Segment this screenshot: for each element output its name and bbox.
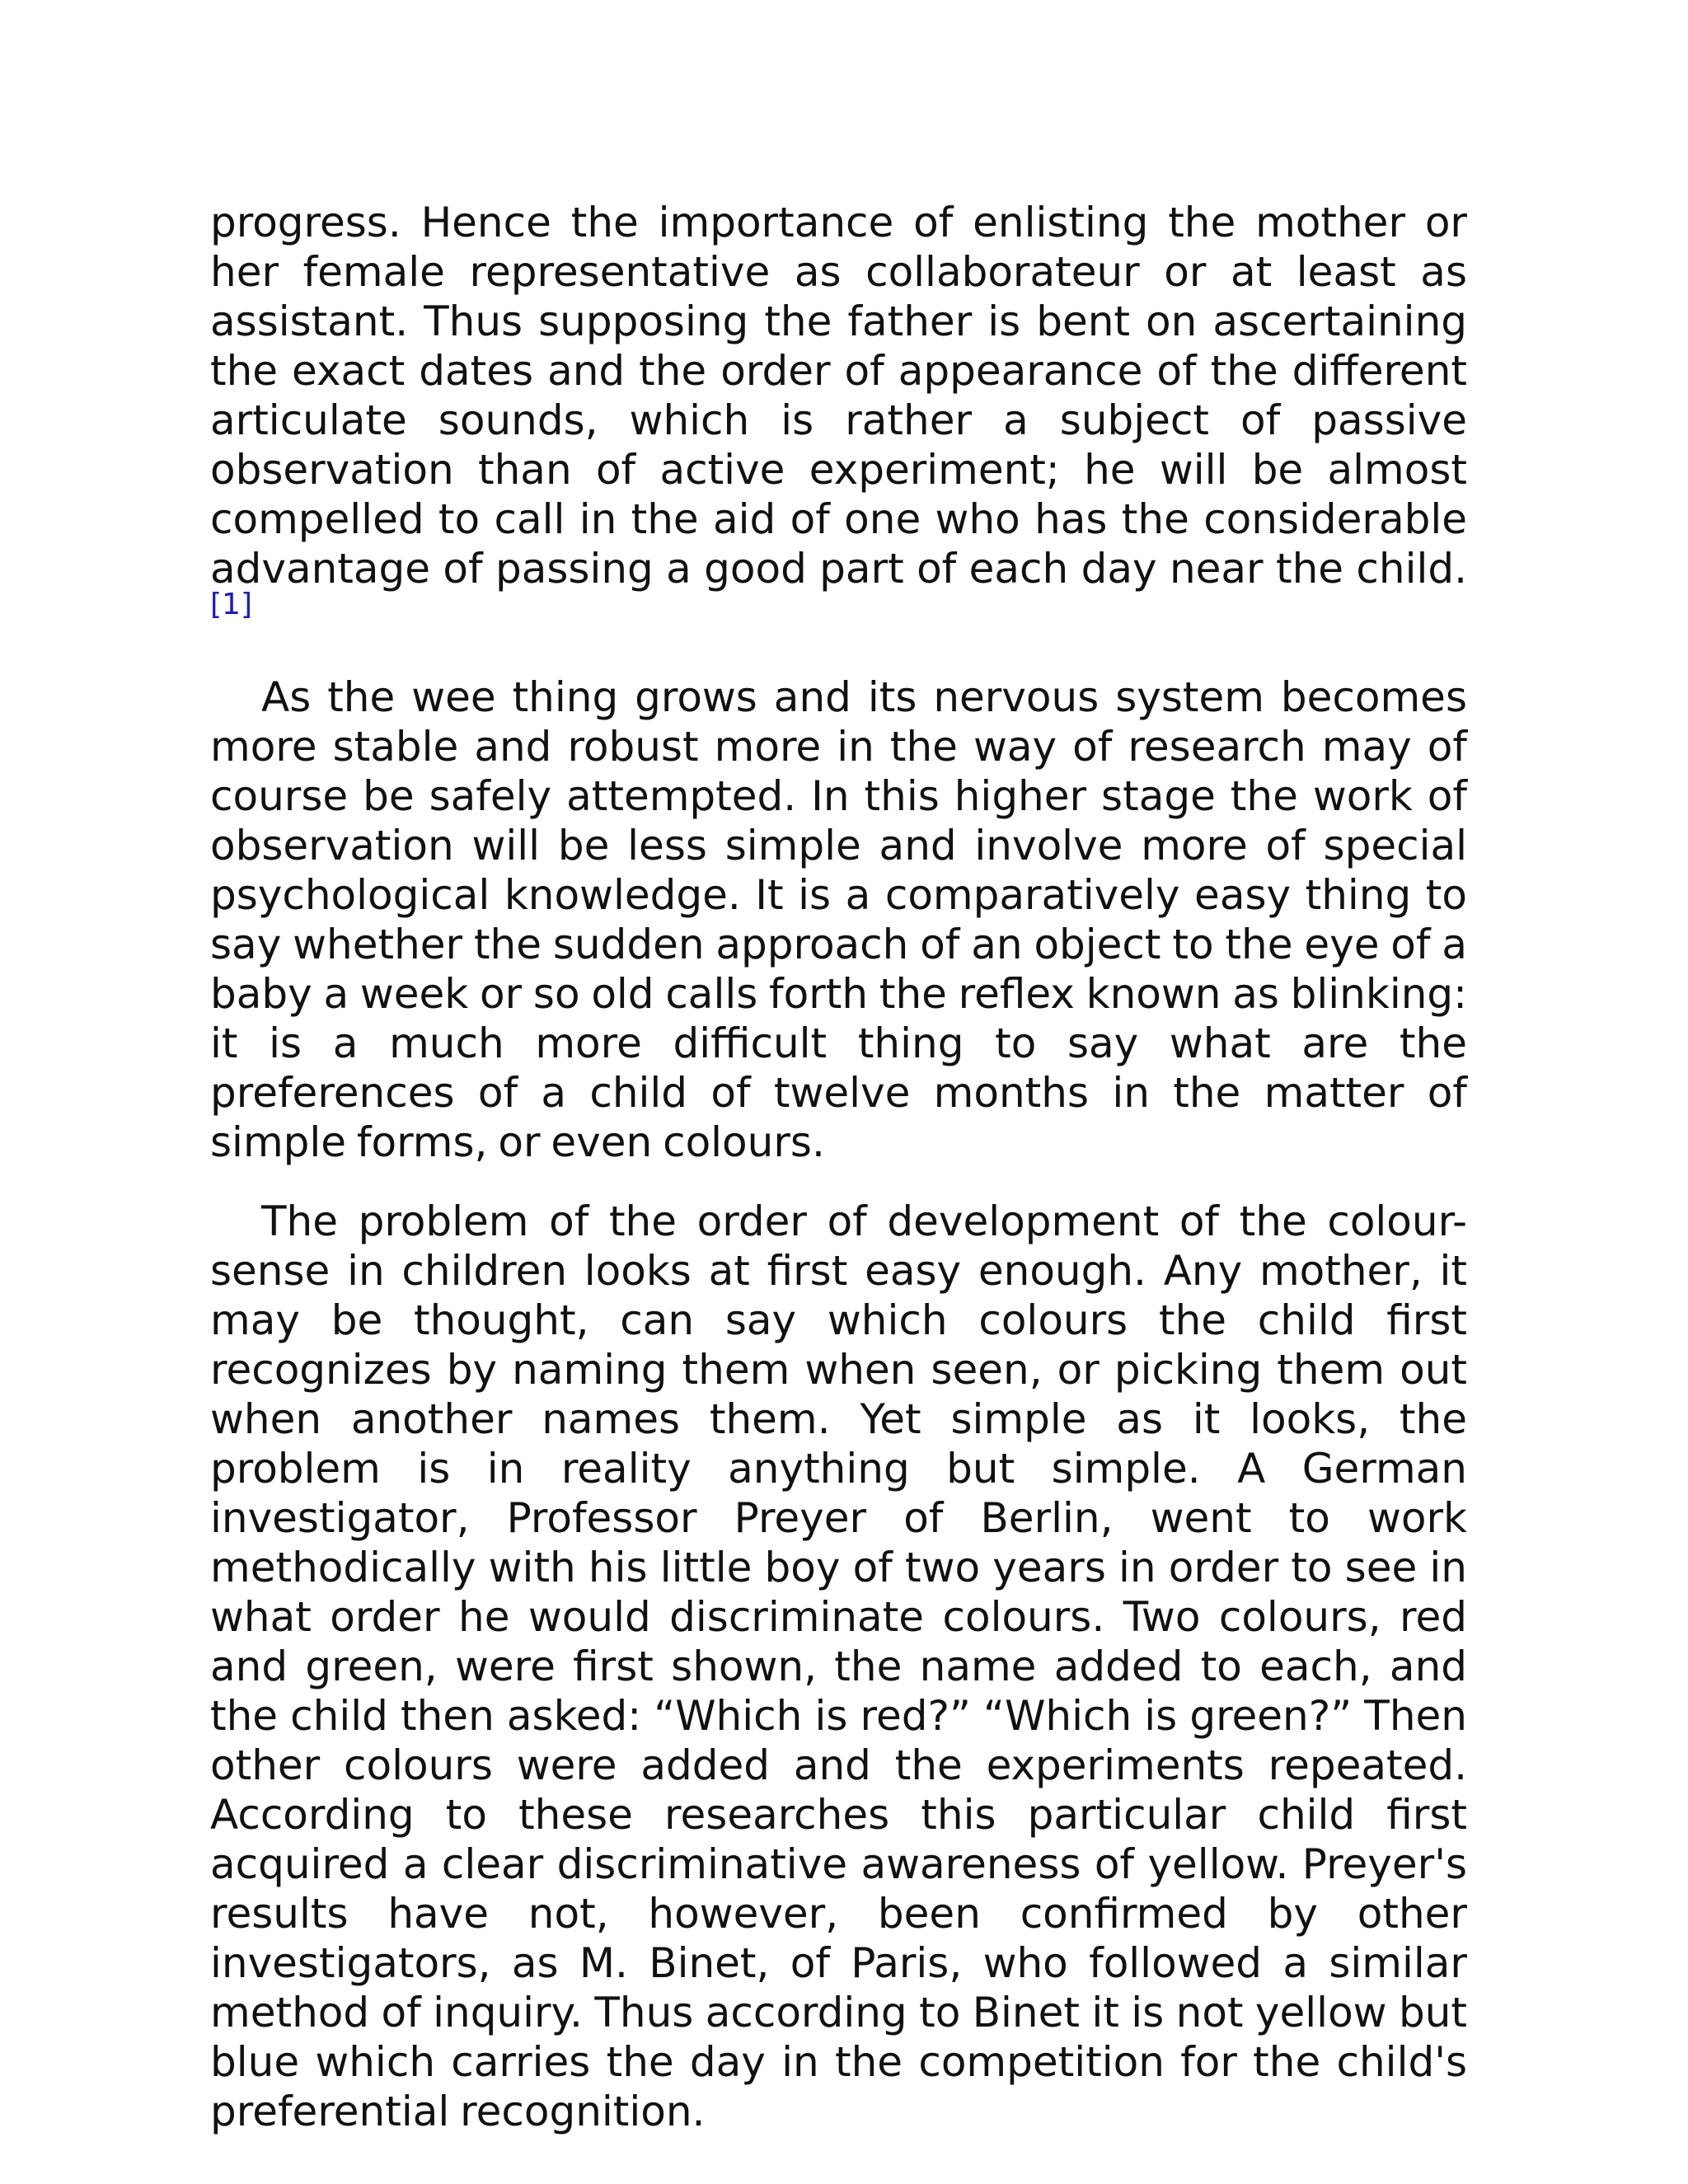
paragraph-1	[210, 198, 1467, 643]
paragraph-2-text: As the wee thing grows and its nervous system becomes more stable and robust more in the way of research may of course be safely attempted. In this higher stage the work of observation will be less simple and involve more of special psychological knowledge. It is a comparatively easy thing to say whether the sudden approach of an object to the eye of a baby a week or so old calls forth the reflex known as blinking: it is a much more difficult thing to say what are the preferences of a child of twelve months in the matter of simple forms, or even colours.	[210, 673, 1467, 1166]
paragraph-3-text: The problem of the order of development of the colour-sense in children looks at first easy enough. Any mother, it may be thought, can say which colours the child first recognizes by naming them when seen, or picking them out when another names them. Yet simple as it looks, the problem is in reality anything but simple. A German investigator, Professor Preyer of Berlin, went to work methodically with his little boy of two years in order to see in what order he would discriminate colours. Two colours, red and green, were first shown, the name added to each, and the child then asked: “Which is red?” “Which is green?” Then other colours were added and the experiments repeated. According to these researches this particular child first acquired a clear discriminative awareness of yellow. Preyer's results have not, however, been confirmed by other investigators, as M. Binet, of Paris, who followed a similar method of inquiry. Thus according to Binet it is not yellow but blue which carries the day in the competition for the child's preferential recognition.	[210, 1197, 1467, 2135]
paragraph-1-text: progress. Hence the importance of enlisting the mother or her female representative as collaborateur or at least as assistant. Thus supposing the father is bent on ascertaining the exact dates and the order of appearance of the different articulate sounds, which is rather a subject of passive observation than of active experiment; he will be almost compelled to call in the aid of one who has the considerable advantage of passing a good part of each day near the child.	[210, 199, 1467, 593]
footnote-link-1[interactable]: [1]	[210, 588, 252, 621]
paragraph-3	[210, 1197, 1467, 2136]
paragraph-2	[210, 673, 1467, 1167]
page-body	[210, 198, 1467, 2166]
